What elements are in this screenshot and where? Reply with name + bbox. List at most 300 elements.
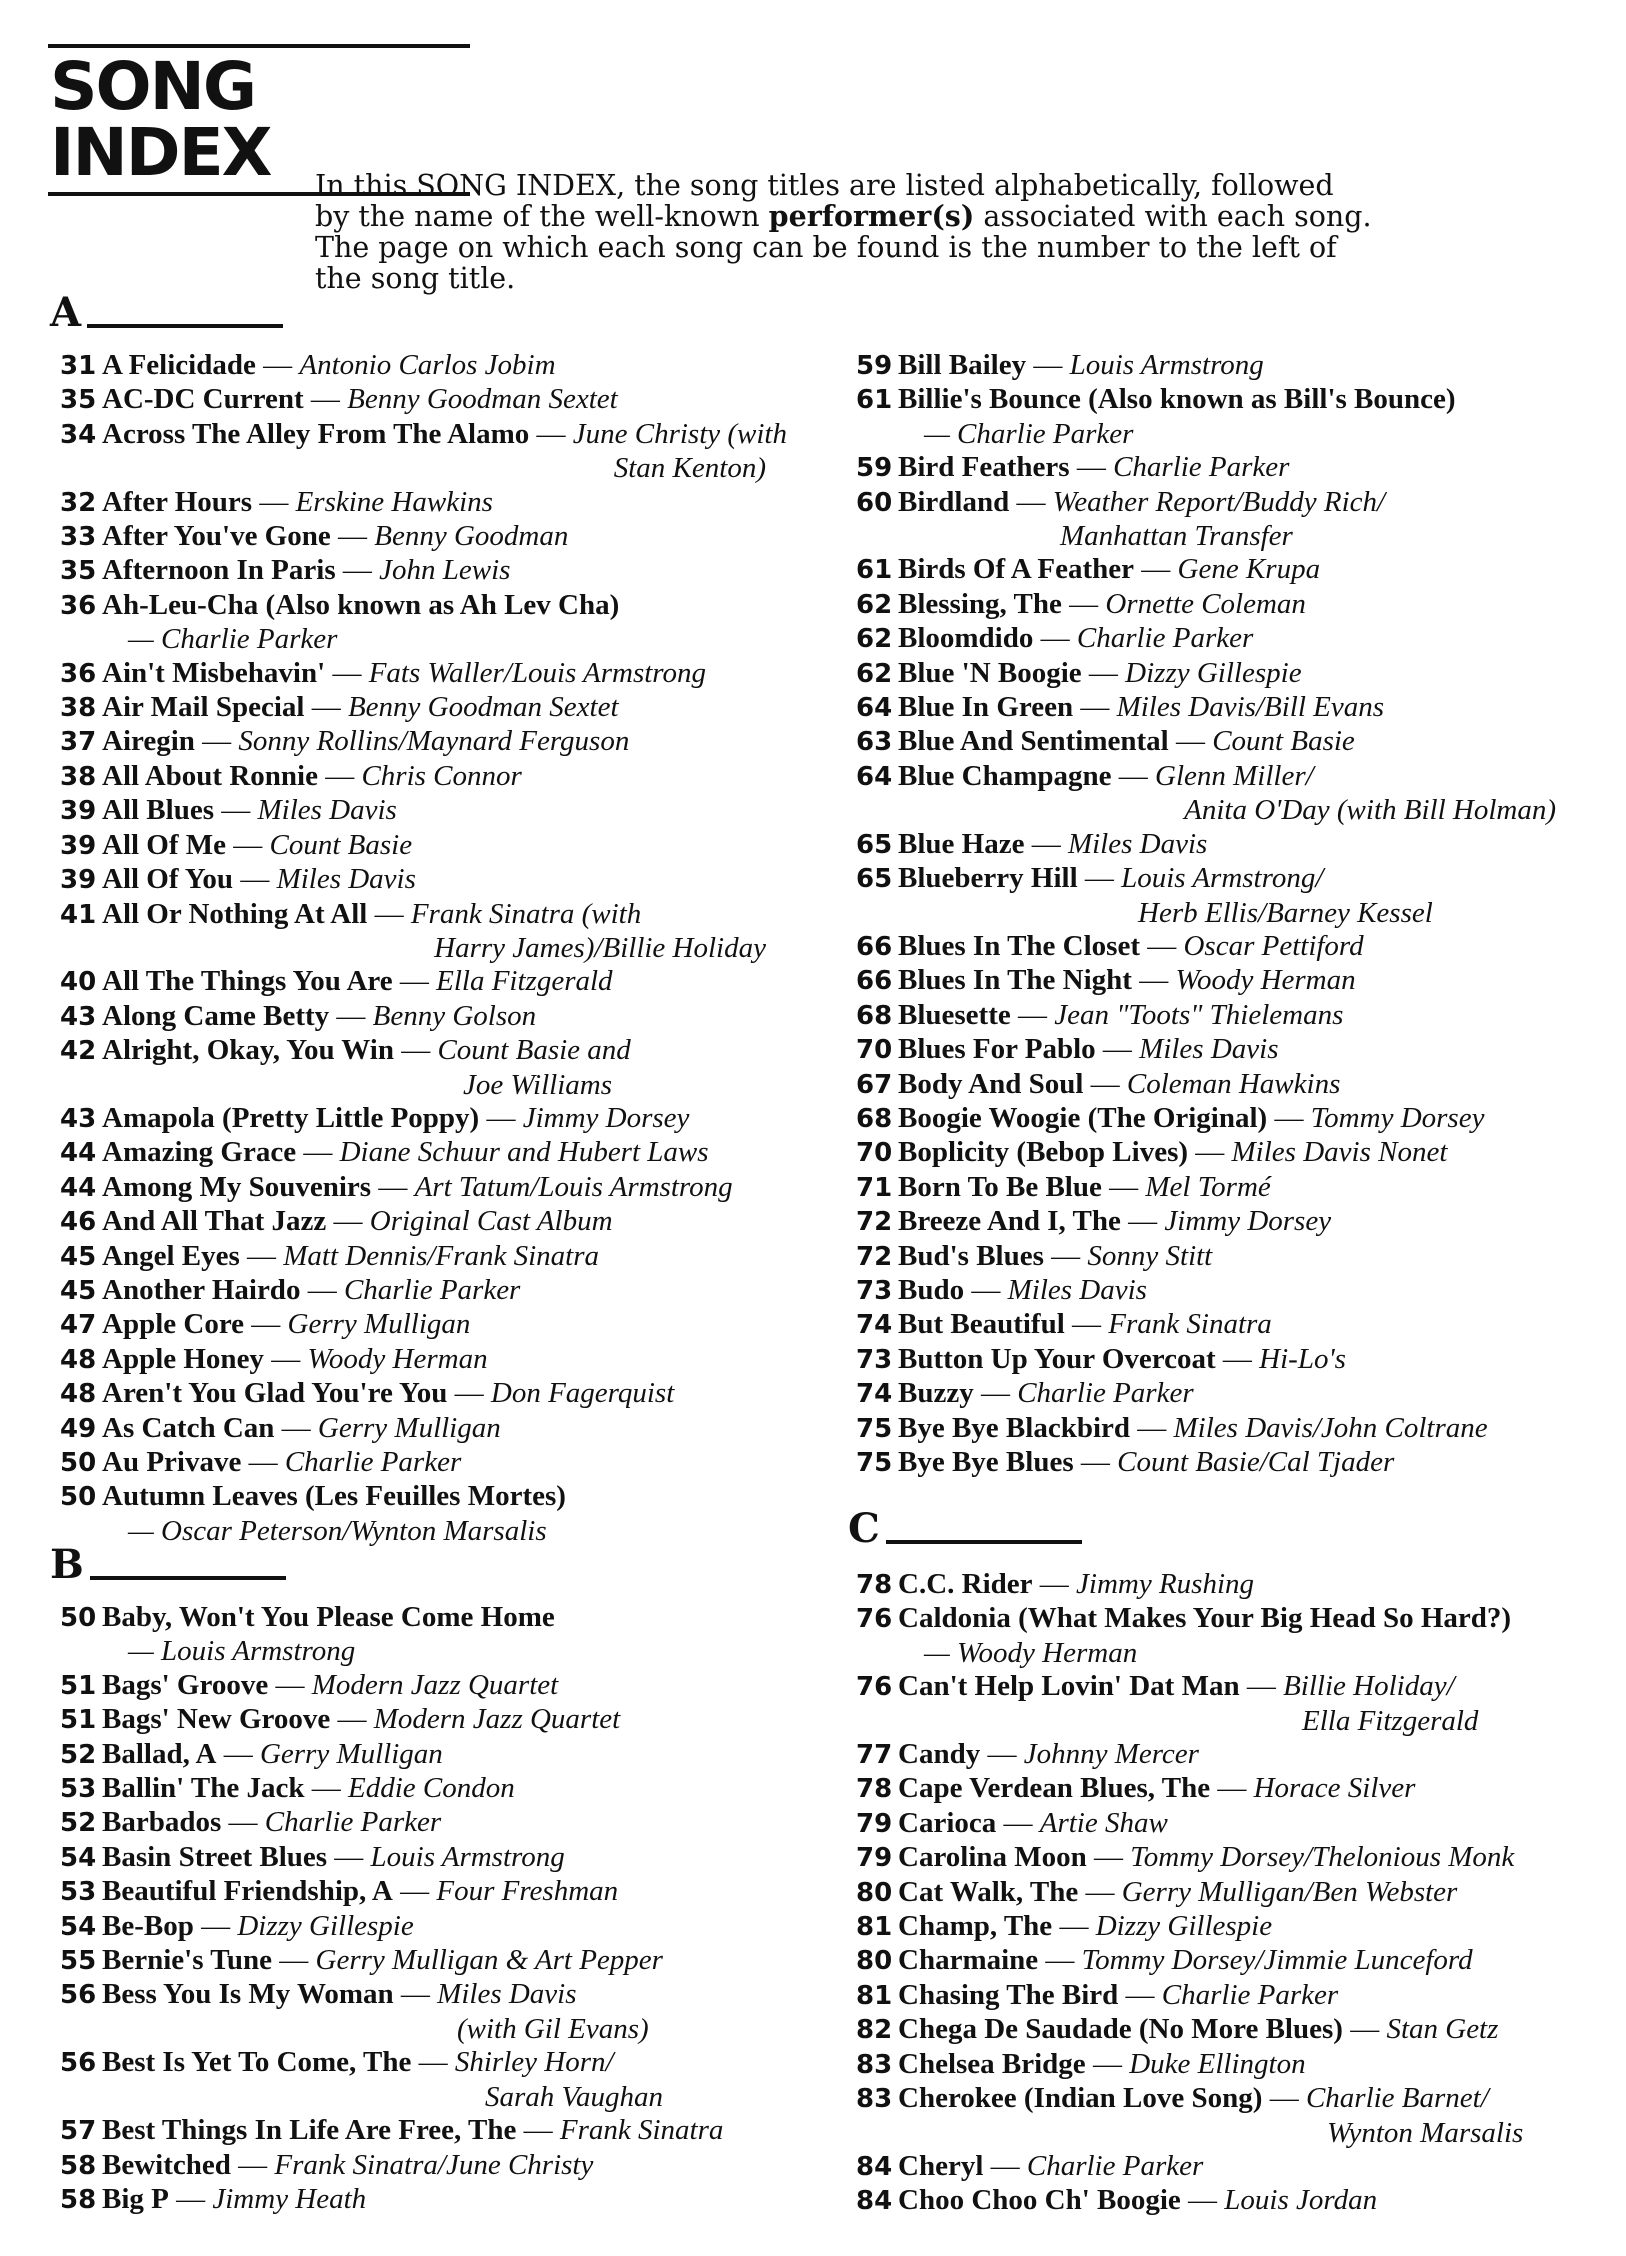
index-entry [856,1033,1576,1067]
song-title: Apple Core [102,1308,245,1341]
song-title: Among My Souvenirs [102,1170,372,1203]
separator-dash: — [1215,1342,1260,1375]
performer: Dizzy Gillespie [237,1909,414,1942]
performer: Miles Davis Nonet [1231,1136,1448,1169]
separator-dash: — [447,1377,491,1410]
page-number: 40 [60,967,97,998]
separator-dash: — [230,2148,275,2181]
song-title: All Or Nothing At All [102,897,368,930]
performer: Eddie Condon [348,1772,515,1805]
index-entry [856,1102,1576,1136]
separator-dash: — [964,1273,1008,1306]
page-number: 62 [856,589,893,620]
page-number: 73 [856,1275,893,1306]
separator-dash: — [216,1737,260,1770]
performer: Louis Armstrong/ [1121,862,1324,895]
page-number: 84 [856,2186,893,2217]
page-number: 54 [60,1842,97,1873]
index-entry [856,725,1576,759]
performer-continuation: Sarah Vaughan [485,2080,664,2113]
song-title: Ah-Leu-Cha (Also known as Ah Lev Cha) [102,588,620,621]
separator-dash: — [268,1668,312,1701]
page-number: 55 [60,1946,97,1977]
performer-continuation: Harry James)/Billie Holiday [434,931,766,964]
performer-continuation: — Louis Armstrong [128,1635,356,1668]
performer: Louis Armstrong [370,1840,565,1873]
separator-dash: — [1064,1308,1109,1341]
separator-dash: — [1131,964,1176,997]
performer: Jimmy Dorsey [1164,1205,1332,1238]
index-entry [60,1000,820,1034]
page-number: 57 [60,2116,97,2147]
page-number: 58 [60,2184,97,2215]
performer: Count Basie [1212,725,1355,758]
separator-dash: — [221,1806,265,1839]
page-number: 58 [60,2150,97,2181]
page-number: 39 [60,796,97,827]
index-entry [60,965,820,999]
index-entry [856,1274,1576,1308]
separator-dash: — [1032,1568,1077,1600]
page-number: 44 [60,1138,97,1169]
page-number: 62 [856,658,893,689]
separator-dash: — [304,691,348,724]
song-title: All About Ronnie [102,759,318,792]
song-title: Bloomdido [898,622,1034,655]
performer: Ella Fitzgerald [436,965,613,998]
page-number: 39 [60,865,97,896]
performer: Benny Golson [372,999,537,1032]
index-entry [856,1240,1576,1274]
song-title: Best Is Yet To Come, The [102,2046,412,2079]
index-entry [856,2048,1576,2082]
performer: Charlie Parker [1113,451,1290,484]
index-entry [856,1807,1576,1841]
separator-dash: — [1139,929,1184,962]
separator-dash: — [1188,1136,1232,1169]
index-entry [856,1136,1576,1170]
performer: Miles Davis [1067,827,1208,860]
song-title: Carolina Moon [898,1841,1087,1874]
separator-dash: — [317,759,362,792]
separator-dash: — [996,1806,1040,1839]
separator-dash: — [252,485,296,518]
separator-dash: — [1210,1772,1254,1805]
performer: Artie Shaw [1039,1806,1168,1839]
performer: Gene Krupa [1177,553,1321,586]
song-title: Cheryl [898,2149,984,2182]
song-title: Alright, Okay, You Win [102,1034,394,1067]
performer: Miles Davis/Bill Evans [1116,691,1384,724]
column-right-c [856,1568,1576,2219]
separator-dash: — [1073,691,1117,724]
song-title: Boplicity (Bebop Lives) [898,1136,1189,1169]
page-number: 44 [60,1172,97,1203]
performer-continuation: Manhattan Transfer [1060,520,1293,553]
song-title: Blue In Green [898,691,1074,724]
page-number: 82 [856,2015,893,2046]
separator-dash: — [516,2114,560,2147]
section-header-c [848,1504,1082,1552]
page-number: 81 [856,1980,893,2011]
performer-continuation: Ella Fitzgerald [1302,1704,1479,1737]
song-title: Body And Soul [898,1067,1084,1100]
page-number: 83 [856,2049,893,2080]
index-entry [856,930,1576,964]
performer: Mel Tormé [1145,1170,1271,1203]
performer: Charlie Parker [1017,1377,1194,1410]
index-entry [856,486,1576,520]
index-entry [60,760,820,794]
song-title: Aren't You Glad You're You [102,1377,448,1410]
performer-continuation: — Woody Herman [924,1636,1138,1669]
page-number: 65 [856,829,893,860]
song-title: Breeze And I, The [898,1205,1121,1238]
separator-dash: — [367,897,411,930]
page-number: 74 [856,1379,893,1410]
performer: Gerry Mulligan [317,1411,501,1444]
separator-dash: — [1069,451,1114,484]
performer: Jimmy Heath [212,2182,367,2215]
song-title: Bud's Blues [898,1239,1044,1272]
page-number: 61 [856,385,893,416]
section-header-a [50,288,283,336]
page-number: 68 [856,1000,893,1031]
page-number: 66 [856,931,893,962]
performer: Dizzy Gillespie [1095,1910,1273,1943]
page-number: 78 [856,1570,893,1600]
song-title: But Beautiful [898,1308,1065,1341]
page-number: 84 [856,2151,893,2182]
separator-dash: — [255,349,300,381]
index-entry [856,999,1576,1033]
song-title: Chega De Saudade (No More Blues) [898,2013,1343,2046]
page-number: 76 [856,1604,893,1635]
performer: Art Tatum/Louis Armstrong [414,1170,733,1203]
index-entry [856,862,1576,896]
page-number: 75 [856,1448,893,1478]
column-right-b [856,349,1576,1480]
section-rule-a [87,324,283,328]
song-title: Best Things In Life Are Free, The [102,2114,517,2147]
page-number: 80 [856,1946,893,1977]
index-entry [60,1669,820,1703]
performer: Weather Report/Buddy Rich/ [1052,485,1386,518]
separator-dash: — [239,1239,284,1272]
song-title: All The Things You Are [102,965,393,998]
performer-continuation: Wynton Marsalis [1327,2116,1524,2149]
separator-dash: — [1239,1670,1284,1703]
performer: Matt Dennis/Frank Sinatra [283,1239,600,1272]
page-number: 67 [856,1069,893,1100]
song-title: Beautiful Friendship, A [102,1875,393,1908]
index-entry [60,1875,820,1909]
index-entry [60,349,820,383]
performer: Woody Herman [307,1342,488,1375]
page-number: 73 [856,1344,893,1375]
index-entry [856,691,1576,725]
page-number: 75 [856,1413,893,1444]
song-title: Buzzy [898,1377,974,1410]
song-title: Blues In The Closet [898,929,1140,962]
page-number: 38 [60,693,97,724]
performer: Ornette Coleman [1105,587,1306,620]
performer: Miles Davis [276,863,416,896]
song-title: Choo Choo Ch' Boogie [898,2184,1181,2217]
song-title: All Of Me [102,828,227,861]
index-entry [60,520,820,554]
separator-dash: — [214,794,258,827]
performer: Original Cast Album [369,1205,613,1238]
page-number: 50 [60,1448,97,1478]
song-title: Blue And Sentimental [898,725,1169,758]
performer: Louis Jordan [1224,2184,1378,2217]
performer: Erskine Hawkins [295,485,493,518]
separator-dash: — [300,1273,344,1306]
song-title: Blueberry Hill [898,862,1078,895]
index-entry [856,1446,1576,1480]
separator-dash: — [335,554,380,587]
intro-text-1: In this SONG INDEX, the song titles are listed alphabetically, followed by the name of the well-known [315,169,1334,233]
performer: Benny Goodman Sextet [347,691,619,724]
separator-dash: — [330,520,375,553]
separator-dash: — [1033,622,1077,655]
performer: Frank Sinatra/June Christy [274,2148,594,2181]
performer: Don Fagerquist [490,1377,675,1410]
song-title: Blessing, The [898,587,1062,620]
page-number: 71 [856,1172,893,1203]
index-entry [60,1240,820,1274]
column-left-b [60,1601,820,2217]
separator-dash: — [325,656,369,689]
performer: Frank Sinatra (with [410,897,642,930]
page-number: 59 [856,453,893,484]
performer: Modern Jazz Quartet [373,1703,621,1736]
song-title: Amazing Grace [102,1136,297,1169]
index-entry [60,1205,820,1239]
performer: Glenn Miller/ [1155,759,1314,792]
index-entry [60,1480,820,1514]
page-number: 45 [60,1275,97,1306]
separator-dash: — [980,1738,1024,1771]
index-entry [856,1377,1576,1411]
index-entry [856,1602,1576,1636]
index-entry [856,828,1576,862]
separator-dash: — [371,1170,415,1203]
page-number: 64 [856,693,893,724]
song-title: And All That Jazz [102,1205,327,1238]
index-entry [60,2183,820,2217]
separator-dash: — [233,863,277,896]
performer: Jean "Toots" Thielemans [1054,998,1344,1031]
index-entry [856,1876,1576,1910]
separator-dash: — [168,2182,213,2215]
page-number: 48 [60,1379,97,1410]
index-entry [856,1979,1576,2013]
separator-dash: — [330,1703,374,1736]
index-entry [856,1308,1576,1342]
song-title: Carioca [898,1806,997,1839]
index-entry [856,1841,1576,1875]
performer: Frank Sinatra [559,2114,724,2147]
performer: Dizzy Gillespie [1125,656,1302,689]
performer: Charlie Parker [1161,1978,1339,2011]
index-entry [60,486,820,520]
page-number: 63 [856,727,893,758]
index-entry [856,1738,1576,1772]
separator-dash: — [296,1136,340,1169]
song-title: Another Hairdo [102,1273,301,1306]
page-number: 43 [60,1103,97,1134]
performer: Tommy Dorsey/Jimmie Lunceford [1081,1944,1473,1977]
performer: Billie Holiday/ [1283,1670,1455,1703]
performer: Miles Davis [437,1978,577,2011]
index-entry [60,1308,820,1342]
index-entry [856,1944,1576,1978]
song-title: Boogie Woogie (The Original) [898,1101,1268,1134]
performer: Miles Davis [1139,1033,1279,1066]
column-left-a [60,349,820,1548]
performer: Frank Sinatra [1108,1308,1272,1341]
separator-dash: — [1026,349,1070,381]
index-entry [856,553,1576,587]
separator-dash: — [1086,1841,1131,1874]
index-entry [856,1772,1576,1806]
page-number: 60 [856,487,893,518]
page-number: 31 [60,351,97,381]
performer-continuation: Joe Williams [463,1068,613,1101]
index-entry [60,725,820,759]
separator-dash: — [1095,1033,1140,1066]
song-title: Candy [898,1738,981,1771]
performer: Miles Davis [257,794,397,827]
section-letter-c: C [848,1505,880,1552]
page-number: 77 [856,1740,893,1771]
song-title: Be-Bop [102,1909,194,1942]
index-entry [856,1205,1576,1239]
song-title: Blues In The Night [898,964,1132,997]
index-entry [856,451,1576,485]
song-title: Bye Bye Blackbird [898,1411,1131,1444]
performer: Count Basie [269,828,413,861]
page-number: 36 [60,590,97,621]
song-title: Cat Walk, The [898,1875,1079,1908]
page-number: 35 [60,556,97,587]
song-title: Bye Bye Blues [898,1446,1074,1478]
performer: Louis Armstrong [1069,349,1264,381]
separator-dash: — [329,999,373,1032]
performer: Gerry Mulligan & Art Pepper [315,1944,663,1977]
song-title: Angel Eyes [102,1239,240,1272]
index-entry [60,2149,820,2183]
song-title: Bird Feathers [898,451,1070,484]
page-number: 79 [856,1808,893,1839]
page-number: 53 [60,1774,97,1805]
page-number: 53 [60,1877,97,1908]
performer: June Christy (with [572,417,787,450]
index-entry [60,1446,820,1480]
index-entry [60,657,820,691]
performer: Count Basie and [437,1034,631,1067]
song-title: Chasing The Bird [898,1978,1119,2011]
song-title: Charmaine [898,1944,1039,1977]
separator-dash: — [327,1840,371,1873]
song-title: Baby, Won't You Please Come Home [102,1601,555,1633]
separator-dash: — [1130,1411,1174,1444]
performer: Tommy Dorsey/Thelonious Monk [1130,1841,1515,1874]
page-number: 38 [60,761,97,792]
song-title: Bags' New Groove [102,1703,331,1736]
separator-dash: — [263,1342,308,1375]
performer: Gerry Mulligan [259,1737,443,1770]
separator-dash: — [973,1377,1018,1410]
song-title: Birds Of A Feather [898,553,1135,586]
separator-dash: — [479,1101,523,1134]
separator-dash: — [1077,862,1122,895]
performer-continuation: — Charlie Parker [924,417,1134,450]
song-title: Budo [898,1273,965,1306]
index-entry [856,1412,1576,1446]
separator-dash: — [304,1772,349,1805]
index-entry [856,349,1576,383]
separator-dash: — [393,1978,438,2011]
page-number: 48 [60,1344,97,1375]
performer: Oscar Pettiford [1183,929,1364,962]
separator-dash: — [1262,2082,1306,2115]
page-number: 72 [856,1241,893,1272]
index-entry [60,1412,820,1446]
page-title: SONG INDEX [50,48,271,191]
separator-dash: — [1342,2013,1387,2046]
separator-dash: — [1052,1910,1096,1943]
separator-dash: — [1061,587,1106,620]
page-number: 81 [856,1912,893,1943]
separator-dash: — [1024,827,1068,860]
index-entry [856,1171,1576,1205]
performer: Chris Connor [361,759,522,792]
page-number: 32 [60,487,97,518]
performer: Hi-Lo's [1259,1342,1346,1375]
index-entry [60,863,820,897]
song-title: Apple Honey [102,1342,264,1375]
song-title: Bill Bailey [898,349,1027,381]
song-title: Bess You Is My Woman [102,1978,394,2011]
page-number: 46 [60,1207,97,1238]
index-entry [60,2046,820,2080]
separator-dash: — [392,965,437,998]
page-number: 61 [856,555,893,586]
page-number: 70 [856,1035,893,1066]
song-title: All Blues [102,794,214,827]
page-number: 52 [60,1739,97,1770]
index-entry [60,794,820,828]
separator-dash: — [983,2149,1027,2182]
performer: Horace Silver [1253,1772,1416,1805]
section-rule-c [886,1540,1082,1544]
performer: Benny Goodman Sextet [347,383,618,416]
performer: Charlie Barnet/ [1305,2082,1489,2115]
page-number: 68 [856,1103,893,1134]
page-number: 74 [856,1310,893,1341]
index-entry [60,1171,820,1205]
song-title: Airegin [102,725,195,758]
intro-text-2: associated with each song. The page on which each song can be found is the number to the left of the song title. [315,200,1372,295]
separator-dash: — [1085,2047,1130,2080]
song-title: AC-DC Current [102,383,304,416]
page-number: 52 [60,1808,97,1839]
performer: Charlie Parker [1026,2149,1204,2182]
song-title: All Of You [102,863,234,896]
